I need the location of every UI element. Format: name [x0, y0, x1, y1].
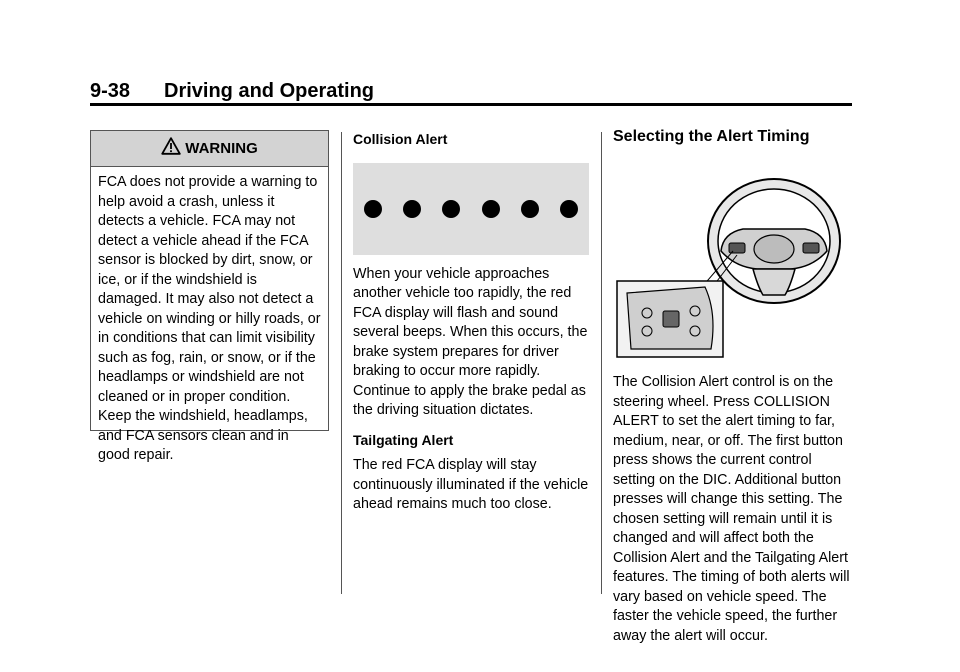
right-column	[613, 130, 855, 646]
warning-label: WARNING	[185, 140, 258, 157]
warning-header	[91, 131, 328, 167]
fca-display-dot	[560, 200, 578, 218]
warning-text: FCA does not provide a warning to help avoid a crash, unless it detects a vehicle. FCA may not detect a vehicle ahead if the FCA sensor is blocked by dirt, snow, or ice, or if the windshield is damaged. It may also not detect a vehicle on winding or hilly roads, or in conditions that can limit visibility such as fog, rain, or snow, or if the headlamps or windshield are not cleaned or in proper condition. Keep the windshield, headlamps, and FCA sensors clean and in good repair.	[98, 174, 321, 463]
page-number: 9-38	[90, 80, 131, 102]
fca-display-illustration	[353, 163, 589, 255]
alert-timing-heading: Selecting the Alert Timing	[613, 128, 810, 145]
fca-display-dot	[482, 200, 500, 218]
fca-display-dot	[364, 200, 382, 218]
steering-wheel-icon	[708, 179, 840, 303]
section-title: Driving and Operating	[164, 80, 375, 102]
warning-triangle-icon	[161, 137, 181, 160]
middle-column	[353, 130, 589, 515]
column-divider	[601, 132, 602, 594]
page-header	[90, 80, 852, 106]
collision-alert-heading: Collision Alert	[353, 131, 448, 147]
column-divider	[341, 132, 342, 594]
alert-timing-text: The Collision Alert control is on the steering wheel. Press COLLISION ALERT to set the alert timing to far, medium, near, or off. The first button press shows the current control setting on the DIC. Additional button presses will change this setting. The chosen setting will remain until it is changed and will affect both the Collision Alert and the Tailgating Alert features. The timing of both alerts will vary based on vehicle speed. The faster the vehicle speed, the further away the alert will occur.	[613, 374, 850, 644]
fca-display-dot	[403, 200, 421, 218]
fca-display-dot	[442, 200, 460, 218]
collision-alert-text: When your vehicle approaches another vehicle too rapidly, the red FCA display will flash and sound several beeps. When this occurs, the brake system prepares for driver braking to occur more rapidly. Continue to apply the brake pedal as the driving situation dictates.	[353, 265, 588, 418]
tailgating-alert-heading: Tailgating Alert	[353, 431, 454, 448]
collision-alert-control-inset	[617, 281, 723, 357]
steering-wheel-illustration	[613, 163, 855, 359]
tailgating-alert-text: The red FCA display will stay continuously illuminated if the vehicle ahead remains much too close.	[353, 457, 589, 512]
fca-display-dot	[521, 200, 539, 218]
warning-box	[90, 130, 329, 463]
